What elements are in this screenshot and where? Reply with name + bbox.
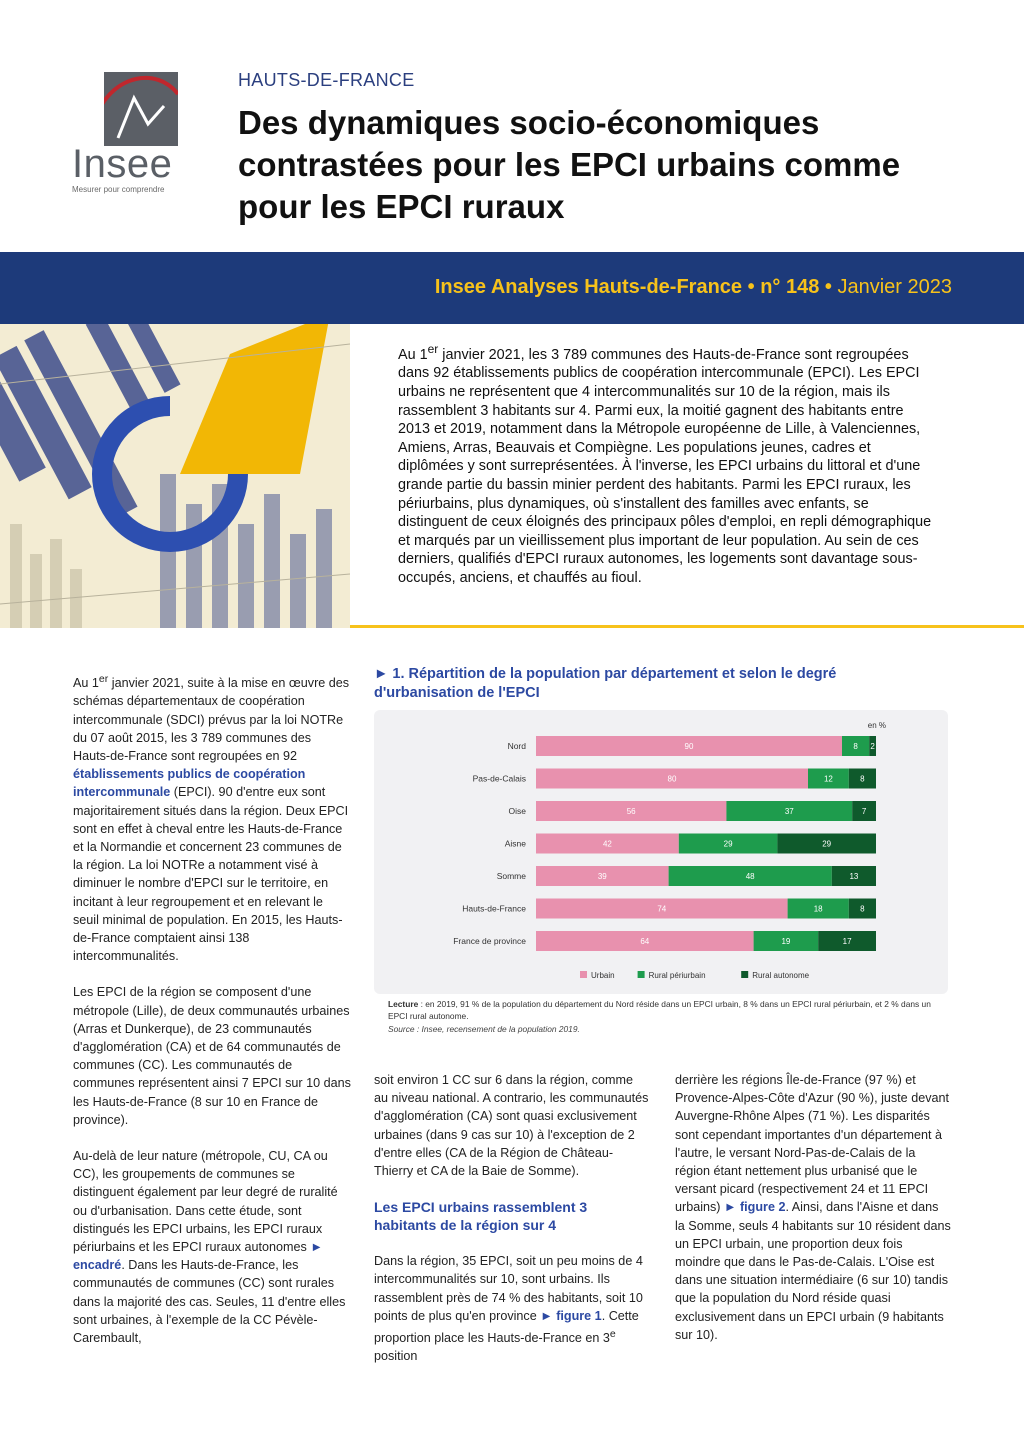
logo-swoosh-icon [104, 72, 178, 146]
superscript: e [609, 1328, 616, 1341]
category-label: Somme [496, 871, 526, 881]
data-label: 17 [842, 937, 852, 946]
data-label: 7 [861, 807, 867, 816]
chart-unit-label: en % [867, 721, 886, 730]
decorative-chart-collage-icon [0, 324, 350, 628]
text-column-3 [675, 1071, 951, 1362]
paragraph: Les EPCI de la région se composent d'une métropole (Lille), de deux communautés urbaines (Arras et Dunkerque), de 23 communautés d'agglomération (CA) et de 64 communautés de communes (CC). Les communautés de communes représentent ainsi 7 EPCI sur 10 dans les Hauts-de-France (8 sur 10 en France de province). [73, 985, 351, 1127]
note-label: Lecture [388, 999, 419, 1009]
data-label: 56 [626, 807, 636, 816]
text-run: derrière les régions Île-de-France (97 %) et Provence-Alpes-Côte d'Azur (90 %), juste devant Auvergne-Rhône Alpes (71 %). Les disparités sont cependant importantes d'un département à l'autre, le versant Nord-Pas-de-Calais de la région étant nettement plus urbanisé que le versant picard (respectivement 24 et 11 EPCI urbains) [675, 1073, 950, 1215]
legend-swatch [741, 971, 748, 978]
page-title: Des dynamiques socio-économiques contrastées pour les EPCI urbains comme pour les EPCI ruraux [238, 104, 901, 225]
section-heading: Les EPCI urbains rassemblent 3 habitants de la région sur 4 [374, 1199, 588, 1234]
legend-swatch [638, 971, 645, 978]
legend-swatch [580, 971, 587, 978]
paragraph [374, 1252, 650, 1365]
text-column-2 [374, 1071, 650, 1384]
data-label: 8 [860, 774, 865, 784]
paragraph: soit environ 1 CC sur 6 dans la région, comme au niveau national. A contrario, les communautés d'agglomération (CA) sont quasi exclusivement urbaines (dans 9 cas sur 10) à l'exception de 2 d'entre elles (CA de la Région de Château-Thierry et CA de la Baie de Somme). [374, 1073, 649, 1179]
stacked-bar-chart [374, 710, 948, 994]
publication-line [435, 276, 952, 299]
hero-illustration [0, 324, 350, 628]
data-label: 80 [667, 774, 677, 784]
epci-definition-link[interactable]: établissements publics de coopération intercommunale [73, 767, 306, 800]
legend-label: Rural périurbain [648, 971, 706, 980]
data-label: 8 [853, 742, 858, 751]
category-label: Oise [508, 806, 526, 816]
data-label: 74 [657, 904, 667, 914]
data-label: 64 [640, 937, 650, 946]
superscript: er [98, 673, 109, 685]
text-run: Au 1 [73, 676, 99, 691]
data-label: 42 [602, 839, 612, 849]
triangle-arrow-icon: ► [724, 1200, 737, 1215]
data-label: 18 [813, 904, 823, 914]
data-label: 39 [597, 872, 607, 881]
abstract-sup: er [427, 342, 439, 356]
category-label: Pas-de-Calais [472, 773, 526, 784]
triangle-arrow-icon: ► [540, 1308, 553, 1323]
triangle-arrow-icon: ► [374, 666, 389, 682]
abstract-lead: Au 1 [398, 346, 428, 363]
abstract-divider [350, 625, 1024, 628]
figure-title-text: 1. Répartition de la population par département et selon le degré d'urbanisation de l'EPCI [374, 666, 837, 701]
note-text: : en 2019, 91 % de la population du département du Nord réside dans un EPCI urbain, 8 % dans un EPCI rural périurbain, et 2 % dans un EPCI rural autonome. [388, 999, 931, 1021]
paragraph [73, 670, 351, 965]
abstract [398, 340, 938, 588]
paragraph [675, 1071, 951, 1344]
region-label: HAUTS-DE-FRANCE [238, 70, 415, 90]
data-label: 8 [860, 904, 865, 914]
encadre-link[interactable]: encadré [73, 1258, 122, 1273]
data-label: 13 [849, 872, 859, 881]
abstract-text: janvier 2021, les 3 789 communes des Hauts-de-France sont regroupées dans 92 établissements publics de coopération intercommunale (EPCI). Les EPCI urbains ne représentent que 4 intercommunalités sur 10 de la région, mais ils rassemblent 3 habitants sur 4. Parmi eux, la moitié gagnent des habitants entre 2013 et 2019, notamment dans la Métropole européenne de Lille, à Valenciennes, Amiens, Arras, Beauvais et Compiègne. Les populations jeunes, cadres et diplômées y sont surreprésentées. À l'inverse, les EPCI urbains du littoral et d'une grande partie du bassin minier perdent des habitants. Parmi les EPCI ruraux, les périurbains, plus dynamiques, où s'installent des familles avec enfants, se distinguent de ceux éloignés des principaux pôles d'emploi, en repli démographique et marqués par un vieillissement plus important de leur population. Au sein de ces derniers, qualifiés d'EPCI ruraux autonomes, les logements sont davantage sous-occupés, anciens, et chauffés au fioul. [398, 346, 932, 586]
insee-logo-mark [104, 72, 178, 146]
data-label: 37 [784, 807, 794, 816]
publication-date: Janvier 2023 [837, 276, 952, 298]
paragraph [73, 1147, 351, 1347]
text-run: . Cette proportion place les Hauts-de-France en 3 [374, 1308, 639, 1346]
text-run: (EPCI). 90 d'entre eux sont majoritairement situés dans la région. Deux EPCI sont en effet à cheval entre les Hauts-de-France et la Normandie et concernent 23 communes de la région. La loi NOTRe a notamment visé à diminuer le nombre d'EPCI sur le territoire, en incitant à leur regroupement et en relevant le seuil minimal de population. En 2015, les Hauts-de-France comptaient ainsi 138 intercommunalités. [73, 785, 349, 964]
category-label: Aisne [504, 838, 526, 849]
text-run: . Dans les Hauts-de-France, les communautés de communes (CC) sont rurales dans la majorité des cas. Seules, 11 d'entre elles sont urbaines, à l'exemple de la CC Pévèle-Carembault, [73, 1258, 346, 1346]
publication-bullet-1: • [747, 276, 755, 298]
category-label: Nord [507, 741, 526, 751]
data-label: 12 [823, 774, 833, 784]
text-run: janvier 2021, suite à la mise en œuvre des schémas départementaux de coopération intercommunale (SDCI) prévus par la loi NOTRe du 07 août 2015, les 3 789 communes des Hauts-de-France sont regroupées en 92 [73, 676, 350, 763]
text-run: . Ainsi, dans l'Aisne et dans la Somme, seuls 4 habitants sur 10 résident dans un EPCI urbain, une proportion deux fois moindre que dans le Pas-de-Calais. L'Oise est dans une situation intermédiaire (6 sur 10) tandis que la population du Nord réside quasi exclusivement dans un EPCI urbain (9 habitants sur 10). [675, 1200, 951, 1342]
logo-wordmark: Insee [72, 142, 173, 186]
data-label: 90 [684, 742, 694, 751]
publication-band [0, 252, 1024, 324]
publication-name: Insee Analyses Hauts-de-France [434, 276, 743, 298]
data-label: 2 [870, 742, 875, 751]
figure-2-link[interactable]: figure 2 [736, 1200, 786, 1215]
data-label: 19 [781, 937, 791, 946]
figure-source: Source : Insee, recensement de la population 2019. [388, 1024, 580, 1034]
issue-number: n° 148 [760, 276, 820, 298]
triangle-arrow-icon: ► [310, 1240, 323, 1255]
figure-title [374, 665, 934, 702]
data-label: 29 [822, 839, 832, 849]
legend-label: Rural autonome [752, 971, 810, 980]
legend-label: Urbain [591, 971, 615, 980]
text-run: position [374, 1349, 418, 1364]
text-run: Au-delà de leur nature (métropole, CU, CA ou CC), les groupements de communes se distinguent également par leur degré de ruralité ou d'urbanisation. Dans cette étude, sont distingués les EPCI urbains, les EPCI ruraux périurbains et les EPCI ruraux autonomes [73, 1149, 338, 1255]
logo-tagline: Mesurer pour comprendre [72, 185, 165, 194]
figure-1-link[interactable]: figure 1 [552, 1308, 602, 1323]
text-column-1 [73, 670, 351, 1365]
figure-1-chart [374, 710, 948, 994]
text-run: Dans la région, 35 EPCI, soit un peu moins de 4 intercommunalités sur 10, sont urbains. Ils rassemblent près de 74 % des habitants, soit 10 points de plus qu'en province [374, 1254, 643, 1323]
figure-reading-note [388, 998, 940, 1022]
category-label: France de province [453, 936, 526, 946]
publication-bullet-2: • [824, 276, 832, 298]
data-label: 48 [745, 872, 755, 881]
category-label: Hauts-de-France [462, 903, 526, 914]
data-label: 29 [723, 839, 733, 849]
